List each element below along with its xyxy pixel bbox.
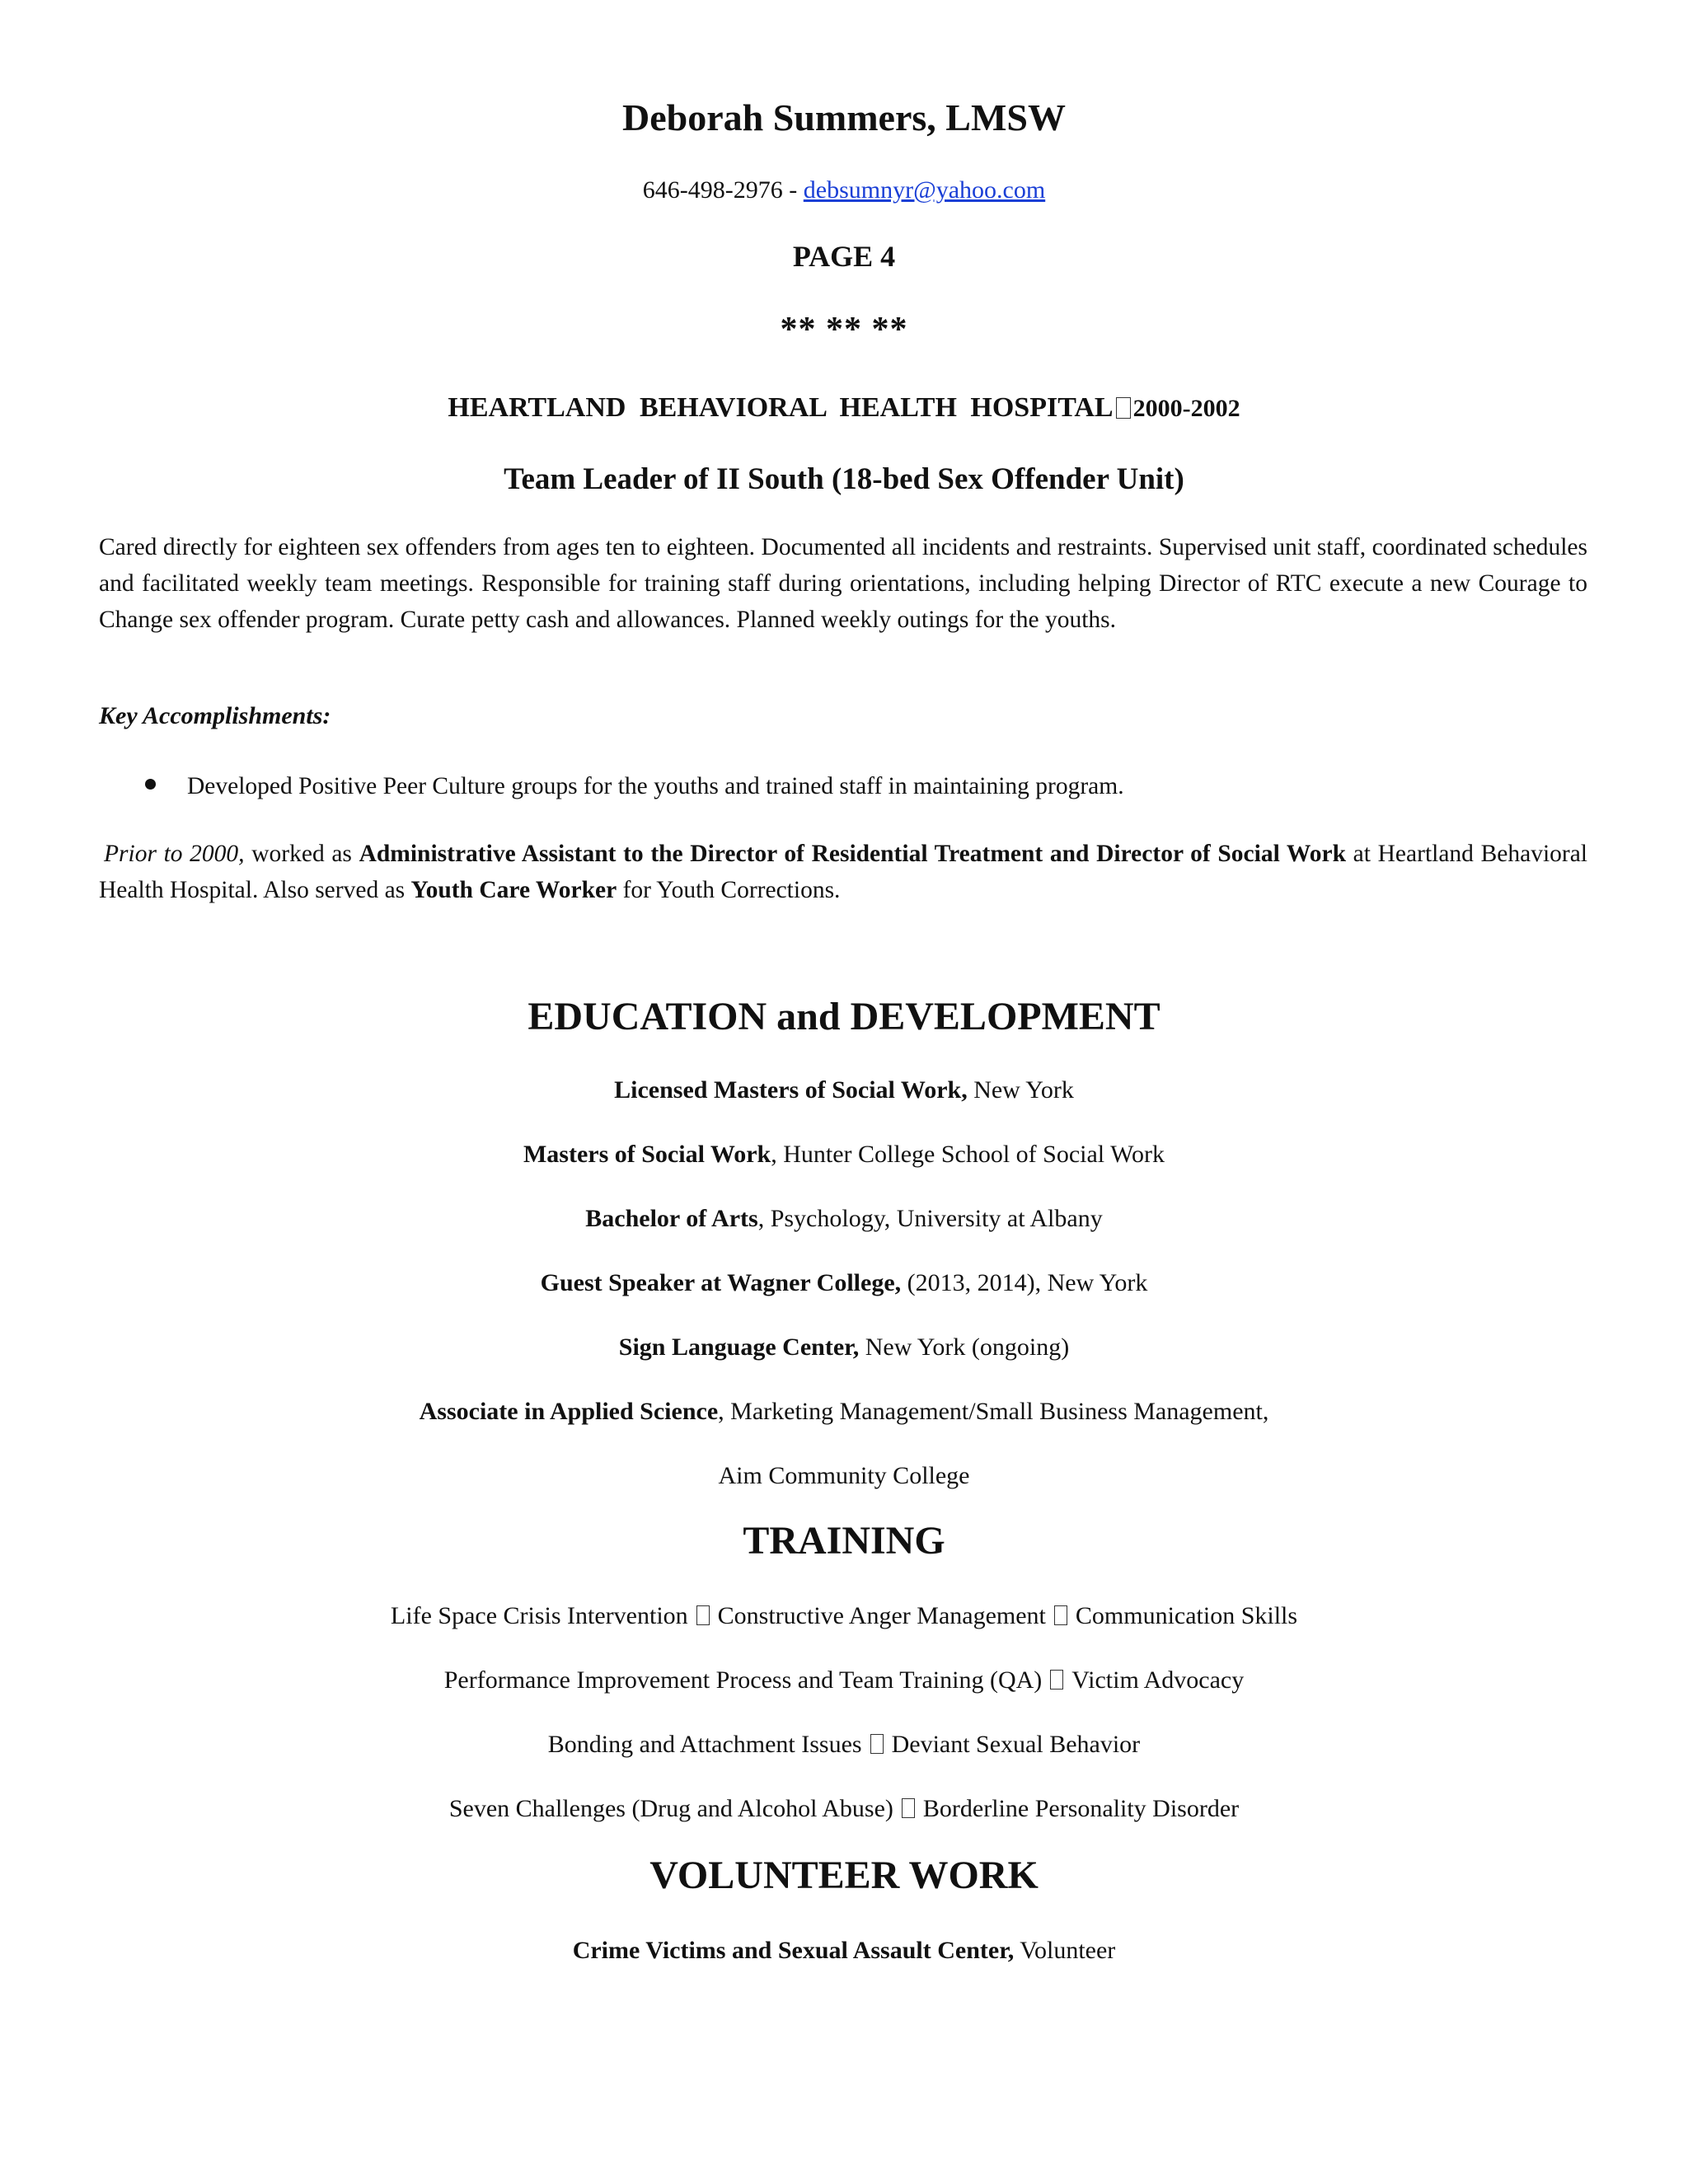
education-detail: , Marketing Management/Small Business Management, (718, 1398, 1269, 1425)
volunteer-heading: VOLUNTEER WORK (649, 1854, 1039, 1897)
contact-line (0, 176, 1688, 204)
accomplishment-item (145, 773, 1124, 800)
training-row (0, 1602, 1688, 1630)
prior-title: Administrative Assistant to the Director of Residential Treatment and Director of Social Work (359, 841, 1347, 867)
prior-text: for Youth Corrections. (617, 877, 841, 903)
education-title: Sign Language Center, (618, 1333, 860, 1361)
prior-experience (99, 836, 1594, 908)
volunteer-org: Crime Victims and Sexual Assault Center, (572, 1937, 1015, 1964)
training-row (0, 1795, 1688, 1823)
prior-text: at Heartland Behavioral Health Hospital. Also served as (99, 841, 1594, 903)
training-item: Communication Skills (1075, 1602, 1298, 1629)
education-item (0, 1333, 1688, 1361)
candidate-name: Deborah Summers, LMSW (622, 96, 1066, 138)
employment-dates: 2000-2002 (1132, 395, 1240, 422)
bullet-icon (145, 779, 156, 790)
star-divider: ** ** ** (780, 311, 908, 349)
education-heading: EDUCATION and DEVELOPMENT (528, 995, 1160, 1038)
training-row (0, 1666, 1688, 1694)
education-title: Guest Speaker at Wagner College, (540, 1269, 902, 1296)
training-row (0, 1731, 1688, 1759)
education-title: Licensed Masters of Social Work, (614, 1076, 968, 1104)
training-item: Performance Improvement Process and Team Training (QA) (443, 1666, 1043, 1694)
education-item (0, 1141, 1688, 1169)
prior-lead: Prior to 2000, (104, 841, 245, 867)
training-item: Constructive Anger Management (717, 1602, 1046, 1629)
training-item: Victim Advocacy (1071, 1666, 1245, 1694)
prior-text: worked as (244, 841, 359, 867)
education-detail: New York (ongoing) (859, 1333, 1070, 1361)
training-item: Life Space Crisis Intervention (390, 1602, 688, 1629)
training-item: Deviant Sexual Behavior (891, 1731, 1141, 1758)
education-detail: Aim Community College (718, 1462, 970, 1489)
volunteer-role: Volunteer (1014, 1937, 1116, 1964)
accomplishment-text: Developed Positive Peer Culture groups for the youths and trained staff in maintaining program. (187, 773, 1124, 799)
education-item (0, 1462, 1688, 1490)
education-title: Masters of Social Work (523, 1141, 771, 1168)
education-title: Associate in Applied Science (419, 1398, 719, 1425)
prior-title: Youth Care Worker (410, 877, 617, 903)
education-title: Bachelor of Arts (585, 1205, 758, 1232)
volunteer-item (0, 1937, 1688, 1965)
page-label: PAGE 4 (792, 240, 896, 273)
job-role: Team Leader of II South (18-bed Sex Offender Unit) (504, 462, 1184, 496)
training-item: Seven Challenges (Drug and Alcohol Abuse) (448, 1795, 893, 1822)
employer-heading (0, 392, 1688, 424)
education-item (0, 1076, 1688, 1104)
job-description: Cared directly for eighteen sex offenders from ages ten to eighteen. Documented all incidents and restraints. Supervised unit staff, coordinated schedules and facilitated weekly team meetings. Responsible for training staff during orientations, including helping Director of RTC execute a new Courage to Change sex offender program. Curate petty cash and allowances. Planned weekly outings for the youths. (99, 534, 1587, 633)
missing-glyph-icon (902, 1798, 915, 1818)
email-link[interactable]: debsumnyr@yahoo.com (803, 176, 1046, 204)
training-heading: TRAINING (743, 1519, 945, 1563)
education-item (0, 1398, 1688, 1426)
education-item (0, 1205, 1688, 1233)
education-detail: , Hunter College School of Social Work (771, 1141, 1165, 1168)
missing-glyph-icon (696, 1605, 710, 1625)
contact-separator: - (782, 176, 804, 204)
education-detail: , Psychology, University at Albany (757, 1205, 1103, 1232)
phone-number: 646-498-2976 (642, 176, 783, 204)
employer-name: HEARTLAND BEHAVIORAL HEALTH HOSPITAL (448, 392, 1114, 423)
education-detail: New York (967, 1076, 1074, 1104)
education-detail: (2013, 2014), New York (901, 1269, 1148, 1296)
missing-glyph-icon (870, 1734, 884, 1754)
education-item (0, 1269, 1688, 1297)
key-accomplishments-label: Key Accomplishments: (99, 702, 331, 729)
missing-glyph-icon (1116, 397, 1131, 419)
missing-glyph-icon (1054, 1605, 1067, 1625)
training-item: Borderline Personality Disorder (922, 1795, 1240, 1822)
training-item: Bonding and Attachment Issues (547, 1731, 862, 1758)
missing-glyph-icon (1050, 1670, 1063, 1690)
